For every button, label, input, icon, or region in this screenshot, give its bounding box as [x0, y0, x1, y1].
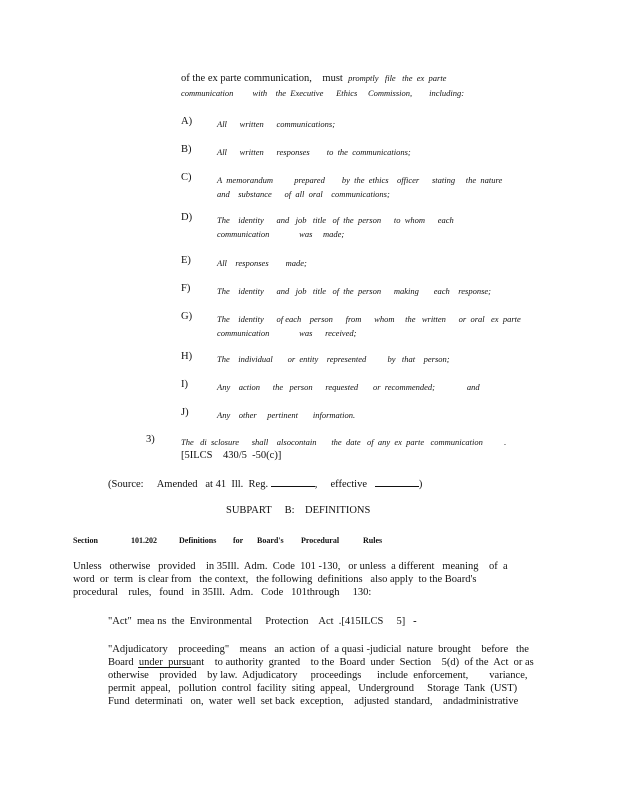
item-text-line: communication was made;	[217, 229, 345, 239]
item-label: A)	[181, 116, 193, 127]
item-label: B)	[181, 144, 192, 155]
section-title-2: for	[233, 536, 244, 545]
item-label: G)	[181, 311, 193, 322]
adj-def-line-2: Board under pursuant to authority granted to the Board under Section 5(d) of the Act or as	[108, 657, 534, 668]
item-text-line: A memorandum prepared by the ethics officer stating the nature	[217, 175, 503, 185]
adj-def-line-4: permit appeal, pollution control facility siting appeal, Underground Storage Tank (UST)	[108, 683, 518, 694]
item-text-line: The identity and job title of the person making each response;	[217, 286, 492, 296]
para1-line-2: word or term is clear from the context, the following definitions also apply to the Board's	[73, 574, 477, 585]
item-label: H)	[181, 351, 193, 362]
source-date-blank	[375, 477, 419, 487]
intro-line-2: communication with the Executive Ethics Commission, including:	[181, 88, 465, 98]
subpart-heading: SUBPART B: DEFINITIONS	[226, 505, 371, 516]
section-label: Section	[73, 536, 98, 545]
item-label: D)	[181, 212, 193, 223]
item-label: I)	[181, 379, 188, 390]
item-label: E)	[181, 255, 191, 266]
item-label: C)	[181, 172, 192, 183]
item-label: J)	[181, 407, 189, 418]
section-title-5: Rules	[363, 536, 383, 545]
source-close: )	[418, 479, 423, 490]
adj-def-line-1: "Adjudicatory proceeding" means an action of a quasi -judicial nature brought before the	[108, 644, 529, 655]
item-text-line: Any action the person requested or recommended; and	[217, 382, 480, 392]
para1-line-1: Unless otherwise provided in 35Ill. Adm. Code 101 -130, or unless a different meaning of a	[73, 561, 508, 572]
item-text-line: All written communications;	[217, 119, 336, 129]
item-3-line-1: The di sclosure shall alsocontain the date of any ex parte communication .	[181, 437, 507, 447]
intro-line-1	[181, 72, 446, 85]
item-text-line: The identity and job title of the person to whom each	[217, 215, 454, 225]
item-text-line: All responses made;	[217, 258, 307, 268]
section-title-4: Procedural	[301, 536, 340, 545]
section-title-1: Definitions	[179, 536, 217, 545]
source-label: (Source:	[108, 479, 144, 490]
intro-line-1-a: of the ex parte communication,	[181, 73, 312, 84]
item-label: F)	[181, 283, 191, 294]
item-text-line: The identity of each person from whom the written or oral ex parte	[217, 314, 521, 324]
source-effective: effective	[330, 479, 368, 490]
section-number: 101.202	[131, 536, 157, 545]
source-note	[108, 477, 422, 491]
item-text-line: Any other pertinent information.	[217, 410, 356, 420]
adj-def-line-3: otherwise provided by law. Adjudicatory proceedings include enforcement, variance,	[108, 670, 528, 681]
source-amended: Amended at 41 Ill. Reg.	[156, 479, 269, 490]
source-reg-blank	[271, 477, 315, 487]
para1-line-3: procedural rules, found in 35Ill. Adm. Code 101through 130:	[73, 587, 372, 598]
item-text-line: All written responses to the communications;	[217, 147, 411, 157]
item-text-line: The individual or entity represented by that person;	[217, 354, 450, 364]
item-text-line: communication was received;	[217, 328, 357, 338]
section-title-3: Board's	[257, 536, 284, 545]
item-3-label: 3)	[146, 434, 155, 445]
item-text-line: and substance of all oral communications;	[217, 189, 390, 199]
item-3-citation: [5ILCS 430/5 -50(c)]	[181, 450, 282, 461]
intro-line-1-c: promptly file the ex parte	[348, 73, 447, 83]
adj-def-line-5: Fund determinati on, water well set back exception, adjusted standard, andadministrative	[108, 696, 519, 707]
act-definition	[108, 616, 417, 628]
act-definition-text: "Act" mea ns the Environmental Protection Act .[415ILCS 5]	[108, 616, 406, 627]
act-definition-dash: -	[413, 616, 417, 627]
source-comma: ,	[314, 479, 318, 490]
intro-line-1-b: must	[322, 73, 343, 84]
under-pursuant-underline	[138, 667, 191, 668]
